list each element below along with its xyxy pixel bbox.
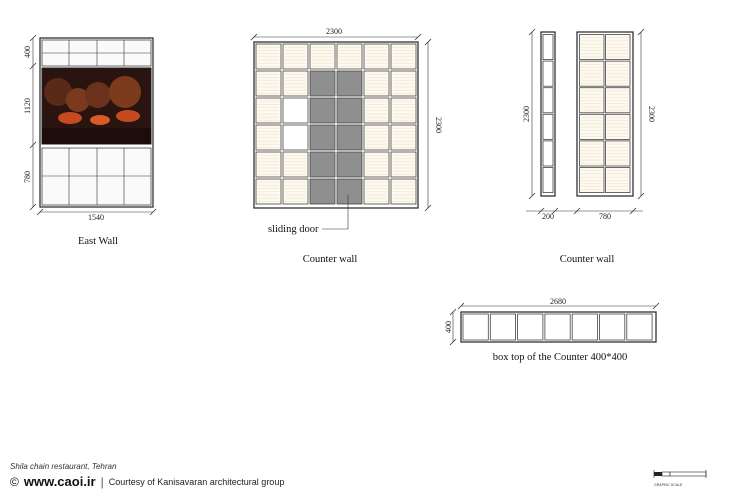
copyright-symbol: © [10, 474, 19, 489]
sliding-door-panel [310, 71, 335, 96]
counter-front-panel [391, 179, 416, 204]
east-wall-dim-width: 1540 [88, 213, 104, 222]
east-wall-dim-middle: 1120 [23, 98, 32, 114]
box-top-cell [518, 314, 543, 340]
counter-front-panel [283, 152, 308, 177]
counter-side-wide-panel [606, 88, 631, 113]
box-top-cell [490, 314, 515, 340]
counter-side-wide-panel [606, 61, 631, 86]
counter-side-wide-panel [606, 168, 631, 193]
counter-front-panel [364, 44, 389, 69]
counter-wall-side-elevation [522, 29, 656, 265]
sliding-door-panel [310, 152, 335, 177]
counter-side-wide-panel [580, 168, 605, 193]
counter-side-narrow-grid [543, 35, 553, 193]
box-top-dim-width: 2680 [550, 297, 566, 306]
counter-wall-front-elevation [251, 27, 443, 265]
counter-front-caption: Counter wall [302, 254, 358, 265]
sliding-door-panel [337, 152, 362, 177]
box-top-cell [545, 314, 570, 340]
counter-side-narrow-cell [543, 168, 553, 193]
project-title: Shila chain restaurant, Tehran [10, 462, 117, 471]
east-wall-dim-bottom: 780 [23, 171, 32, 183]
counter-front-panel [364, 179, 389, 204]
counter-side-dim-height-left: 2300 [522, 106, 531, 122]
counter-side-wide-panel [606, 114, 631, 139]
counter-front-panel [256, 125, 281, 150]
counter-side-wide-panel [580, 61, 605, 86]
counter-front-panel [310, 44, 335, 69]
counter-front-dim-height: 2300 [434, 117, 443, 133]
counter-front-panel [391, 125, 416, 150]
counter-front-panel [283, 44, 308, 69]
counter-front-dim-width: 2300 [326, 27, 342, 36]
counter-front-panel [283, 125, 308, 150]
east-wall-elevation [23, 35, 156, 247]
counter-front-panel [391, 98, 416, 123]
east-wall-bottom-grid [42, 148, 151, 205]
counter-front-panel [364, 98, 389, 123]
counter-front-panel [391, 71, 416, 96]
counter-front-panel [283, 71, 308, 96]
sliding-door-panel [310, 98, 335, 123]
counter-side-narrow-cell [543, 88, 553, 113]
counter-side-narrow-cell [543, 114, 553, 139]
counter-side-caption: Counter wall [559, 254, 615, 265]
graphic-scale [652, 468, 712, 490]
counter-front-panel [364, 152, 389, 177]
sliding-door-panel [337, 125, 362, 150]
counter-front-panel [256, 152, 281, 177]
counter-front-panel [364, 71, 389, 96]
counter-front-panel [391, 152, 416, 177]
counter-front-panel [391, 44, 416, 69]
counter-front-panel [256, 179, 281, 204]
counter-front-panel [364, 125, 389, 150]
box-top-cell [600, 314, 625, 340]
courtesy-text: Courtesy of Kanisavaran architectural group [108, 476, 285, 487]
sliding-door-panel [337, 179, 362, 204]
counter-side-dim-height-right: 2300 [647, 106, 656, 122]
counter-side-wide-panel [580, 35, 605, 60]
sliding-door-panel [310, 179, 335, 204]
box-top-cell [463, 314, 488, 340]
east-wall-top-grid [42, 40, 151, 66]
box-top-cells [463, 314, 652, 340]
sliding-door-panel [337, 71, 362, 96]
counter-side-wide-panel [606, 141, 631, 166]
counter-side-wide-panel [580, 141, 605, 166]
counter-side-narrow-cell [543, 61, 553, 86]
counter-side-wide-grid [580, 35, 631, 193]
east-wall-dim-top: 400 [23, 46, 32, 58]
graphic-scale-label: GRAPHIC SCALE [654, 483, 683, 487]
counter-front-panel [337, 44, 362, 69]
counter-front-panel-grid [256, 44, 416, 204]
counter-side-wide-panel [580, 88, 605, 113]
counter-front-panel [283, 98, 308, 123]
counter-side-narrow-cell [543, 141, 553, 166]
website-link[interactable]: www.caoi.ir [23, 474, 96, 489]
box-top-dim-height: 400 [444, 321, 453, 333]
counter-side-wide-panel [580, 114, 605, 139]
sliding-door-panel [337, 98, 362, 123]
box-top-elevation [444, 297, 659, 363]
box-top-cell [627, 314, 652, 340]
credit-line [10, 474, 284, 489]
counter-side-wide-panel [606, 35, 631, 60]
counter-side-dim-narrow: 200 [542, 212, 554, 221]
counter-front-panel [256, 98, 281, 123]
east-wall-caption: East Wall [77, 236, 119, 247]
counter-side-dim-wide: 780 [599, 212, 611, 221]
credit-separator: | [100, 474, 104, 489]
counter-front-panel [283, 179, 308, 204]
sliding-door-label: sliding door [268, 224, 319, 235]
counter-side-narrow-cell [543, 35, 553, 60]
box-top-cell [572, 314, 597, 340]
east-wall-photo [42, 68, 151, 144]
sliding-door-panel [310, 125, 335, 150]
counter-front-panel [256, 44, 281, 69]
counter-front-panel [256, 71, 281, 96]
box-top-caption: box top of the Counter 400*400 [492, 352, 628, 363]
